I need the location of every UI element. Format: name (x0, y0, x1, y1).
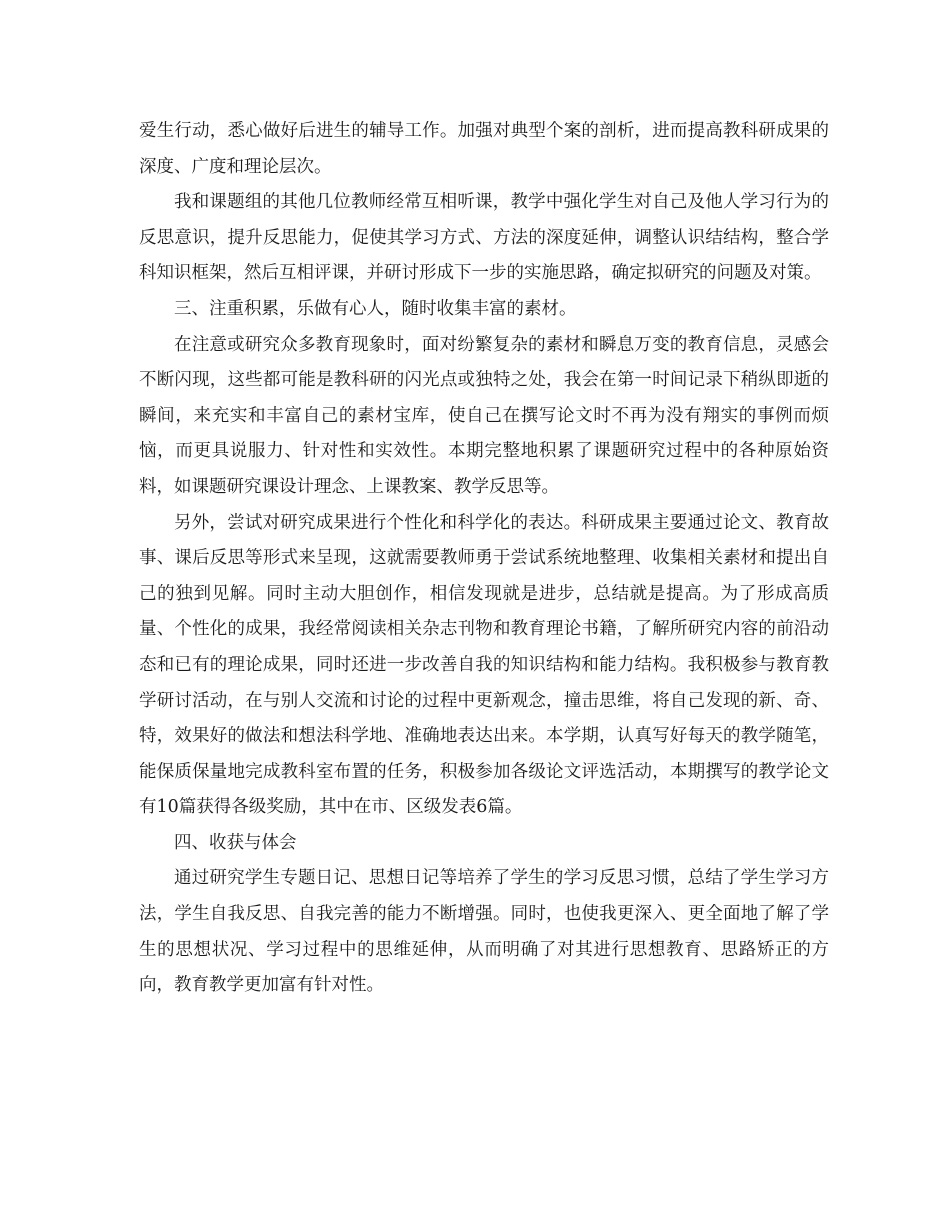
paragraph-peer-observation: 我和课题组的其他几位教师经常互相听课，教学中强化学生对自己及他人学习行为的反思意识，提升反思能力，促使其学习方式、方法的深度延伸，调整认识结结构，整合学科知识框架，然后互相评课，并研讨形成下一步的实施思路，确定拟研究的问题及对策。 (139, 192, 829, 284)
document-body (139, 114, 829, 1004)
paragraph-research-expression: 另外，尝试对研究成果进行个性化和科学化的表达。科研成果主要通过论文、教育故事、课后反思等形式来呈现，这就需要教师勇于尝试系统地整理、收集相关素材和提出自己的独到见解。同时主动大胆创作，相信发现就是进步，总结就是提高。为了形成高质量、个性化的成果，我经常阅读相关杂志刊物和教育理论书籍，了解所研究内容的前沿动态和已有的理论成果，同时还进一步改善自我的知识结构和能力结构。我积极参与教育教学研讨活动，在与别人交流和讨论的过程中更新观念，撞击思维，将自己发现的新、奇、特，效果好的做法和想法科学地、准确地表达出来。本学期，认真写好每天的教学随笔，能保质保量地完成教科室布置的任务，积极参加各级论文评选活动，本期撰写的教学论文有10篇获得各级奖励，其中在市、区级发表6篇。 (139, 512, 829, 818)
paragraph-harvest-summary: 通过研究学生专题日记、思想日记等培养了学生的学习反思习惯，总结了学生学习方法，学生自我反思、自我完善的能力不断增强。同时，也使我更深入、更全面地了解了学生的思想状况、学习过程中的思维延伸，从而明确了对其进行思想教育、思路矫正的方向，教育教学更加富有针对性。 (139, 868, 829, 996)
paragraph-continuation: 爱生行动，悉心做好后进生的辅导工作。加强对典型个案的剖析，进而提高教科研成果的深度、广度和理论层次。 (139, 121, 829, 177)
paragraph-material-collection: 在注意或研究众多教育现象时，面对纷繁复杂的素材和瞬息万变的教育信息，灵感会不断闪现，这些都可能是教科研的闪光点或独特之处，我会在第一时间记录下稍纵即逝的瞬间，来充实和丰富自己的素材宝库，使自己在撰写论文时不再为没有翔实的事例而烦恼，而更具说服力、针对性和实效性。本期完整地积累了课题研究过程中的各种原始资料，如课题研究课设计理念、上课教案、教学反思等。 (139, 334, 829, 497)
section-heading-harvest: 四、收获与体会 (174, 832, 297, 853)
section-heading-accumulation: 三、注重积累，乐做有心人，随时收集丰富的素材。 (174, 298, 577, 319)
